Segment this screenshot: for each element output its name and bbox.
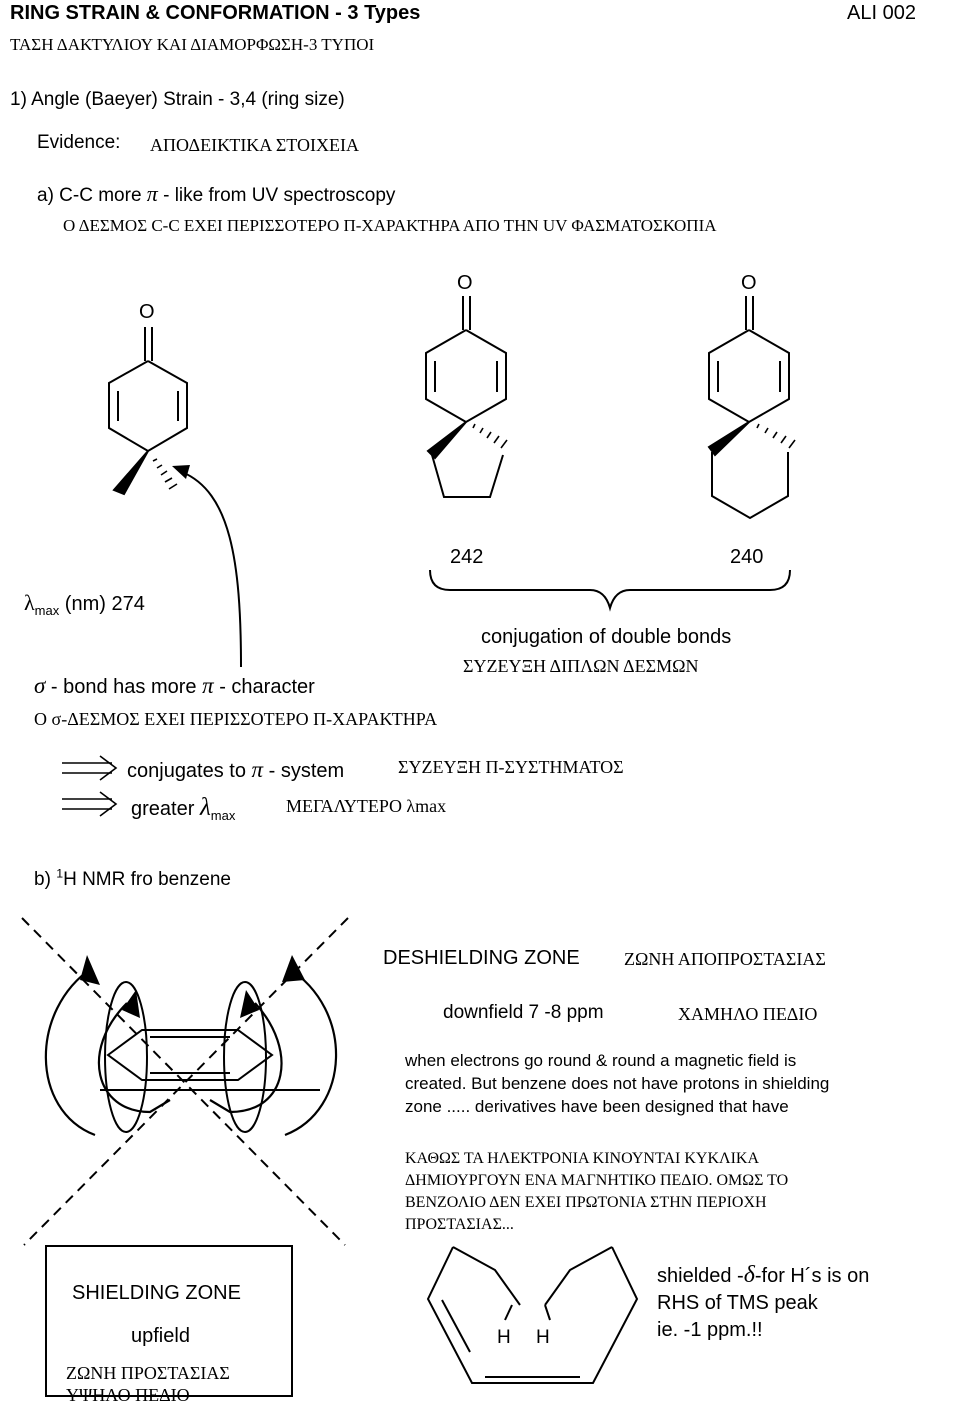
page-title-greek: ΤΑΣΗ ΔΑΚΤΥΛΙΟΥ ΚΑΙ ΔΙΑΜΟΡΦΩΣΗ-3 ΤΥΠΟΙ (10, 35, 375, 54)
section-b-superscript: 1 (56, 866, 64, 881)
upfield-label: upfield (131, 1325, 190, 1347)
downfield-label: downfield 7 -8 ppm (443, 1002, 604, 1023)
sigma-statement-end: - character (219, 676, 315, 698)
section-b-prefix: b) (34, 869, 51, 890)
implies-conjugates-post: - system (268, 760, 345, 782)
explanation-greek-line-4: ΠΡΟΣΤΑΣΙΑΣ... (405, 1216, 514, 1233)
pi-symbol-3: π (251, 757, 264, 782)
explanation-greek-line-1: ΚΑΘΩΣ ΤΑ ΗΛΕΚΤΡΟΝΙΑ ΚΙΝΟΥΝΤΑΙ ΚΥΚΛΙΚΑ (405, 1150, 760, 1167)
section-heading-angle-strain: 1) Angle (Baeyer) Strain - 3,4 (ring size) (10, 89, 345, 110)
implies-greater-greek: ΜΕΓΑΛΥΤΕΡΟ λmax (286, 796, 447, 816)
oxygen-label-2: O (457, 272, 473, 294)
implies-arrow-2 (62, 792, 116, 816)
lambda-value-spiro-hexane: 240 (730, 546, 764, 568)
explanation-line-1: when electrons go round & round a magnetic field is (405, 1051, 797, 1070)
evidence-label-greek: ΑΠΟΔΕΙΚΤΙΚΑ ΣΤΟΙΧΕΙΑ (150, 135, 359, 155)
sigma-statement-mid: - bond has more (50, 676, 197, 698)
hydrogen-label-1: H (497, 1327, 511, 1348)
sigma-statement-greek: Ο σ-ΔΕΣΜΟΣ ΕΧΕΙ ΠΕΡΙΣΣΟΤΕΡΟ Π-ΧΑΡΑΚΤΗΡΑ (34, 709, 438, 729)
shielded-note-pre: shielded - (657, 1265, 744, 1287)
shielded-note-line-3: ie. -1 ppm.!! (657, 1319, 763, 1341)
shielding-greek-line-1: ΖΩΝΗ ΠΡΟΣΤΑΣΙΑΣ (66, 1363, 230, 1383)
brace (430, 570, 790, 608)
lambda-unit: (nm) (64, 593, 106, 615)
explanation-line-3: zone ..... derivatives have been designed that have (405, 1097, 789, 1116)
evidence-a-prefix: a) C-C more (37, 185, 142, 206)
curved-arrow-to-cyclopropane (172, 465, 241, 667)
lambda-symbol: λ (24, 590, 35, 615)
lambda-value-spiro-pentane: 242 (450, 546, 484, 568)
section-b-rest: H NMR fro benzene (63, 869, 231, 890)
explanation-line-2: created. But benzene does not have protons in shielding (405, 1074, 830, 1093)
bridged-annulene (428, 1247, 637, 1383)
implies-greater-pre: greater (131, 798, 195, 820)
conjugation-label-greek: ΣΥΖΕΥΞΗ ΔΙΠΛΩΝ ΔΕΣΜΩΝ (463, 656, 699, 676)
induced-field-arcs (46, 968, 336, 1135)
lambda-subscript-2: max (210, 808, 236, 823)
deshielding-zone-greek: ΖΩΝΗ ΑΠΟΠΡΟΣΤΑΣΙΑΣ (624, 949, 826, 969)
oxygen-label-3: O (741, 272, 757, 294)
field-boundary-lines (22, 918, 348, 1245)
pi-symbol: π (146, 181, 158, 206)
delta-symbol: δ (743, 1262, 755, 1288)
document-code: ALI 002 (847, 2, 916, 24)
implies-arrow-1 (62, 756, 116, 780)
hydrogen-label-2: H (536, 1327, 550, 1348)
lambda-value-spiro-cyclopropane: 274 (111, 593, 145, 615)
evidence-a-greek: Ο ΔΕΣΜΟΣ C-C ΕΧΕΙ ΠΕΡΙΣΣΟΤΕΡΟ Π-ΧΑΡΑΚΤΗΡΑ ΑΠΟ ΤΗΝ UV ΦΑΣΜΑΤΟΣΚΟΠΙΑ (63, 216, 717, 235)
downfield-greek: ΧΑΜΗΛΟ ΠΕΔΙΟ (678, 1004, 818, 1024)
conjugation-label: conjugation of double bonds (481, 626, 732, 648)
explanation-greek-line-2: ΔΗΜΙΟΥΡΓΟΥΝ ΕΝΑ ΜΑΓΝΗΤΙΚΟ ΠΕΔΙΟ. ΟΜΩΣ ΤΟ (405, 1172, 789, 1189)
field-arrowheads (80, 955, 305, 1018)
lambda-subscript: max (34, 603, 60, 618)
shielded-note-line-2: RHS of TMS peak (657, 1292, 818, 1314)
implies-conjugates-pre: conjugates to (127, 760, 246, 782)
spiro-cyclohexane-dienone (709, 296, 795, 518)
benzene-ring-perspective (108, 1030, 272, 1080)
evidence-label: Evidence: (37, 132, 121, 153)
shielded-note-post: -for H´s is on (754, 1265, 870, 1287)
shielding-greek-line-2: ΥΨΗΛΟ ΠΕΔΙΟ (66, 1385, 190, 1405)
shielding-zone-label: SHIELDING ZONE (72, 1282, 241, 1304)
lambda-symbol-2: λ (199, 794, 211, 821)
deshielding-zone-label: DESHIELDING ZONE (383, 947, 580, 969)
explanation-greek-line-3: ΒΕΝΖΟΛΙΟ ΔΕΝ ΕΧΕΙ ΠΡΩΤΟΝΙΑ ΣΤΗΝ ΠΕΡΙΟΧΗ (405, 1194, 767, 1211)
sigma-symbol: σ (34, 673, 46, 698)
implies-conjugates-greek: ΣΥΖΕΥΞΗ Π-ΣΥΣΤΗΜΑΤΟΣ (398, 757, 624, 777)
spiro-cyclopentane-dienone (426, 296, 507, 497)
oxygen-label-1: O (139, 301, 155, 323)
evidence-a-suffix: - like from UV spectroscopy (163, 185, 396, 206)
shielding-zone-box (46, 1246, 292, 1396)
pi-symbol-2: π (202, 673, 214, 698)
page-title: RING STRAIN & CONFORMATION - 3 Types (10, 2, 421, 24)
